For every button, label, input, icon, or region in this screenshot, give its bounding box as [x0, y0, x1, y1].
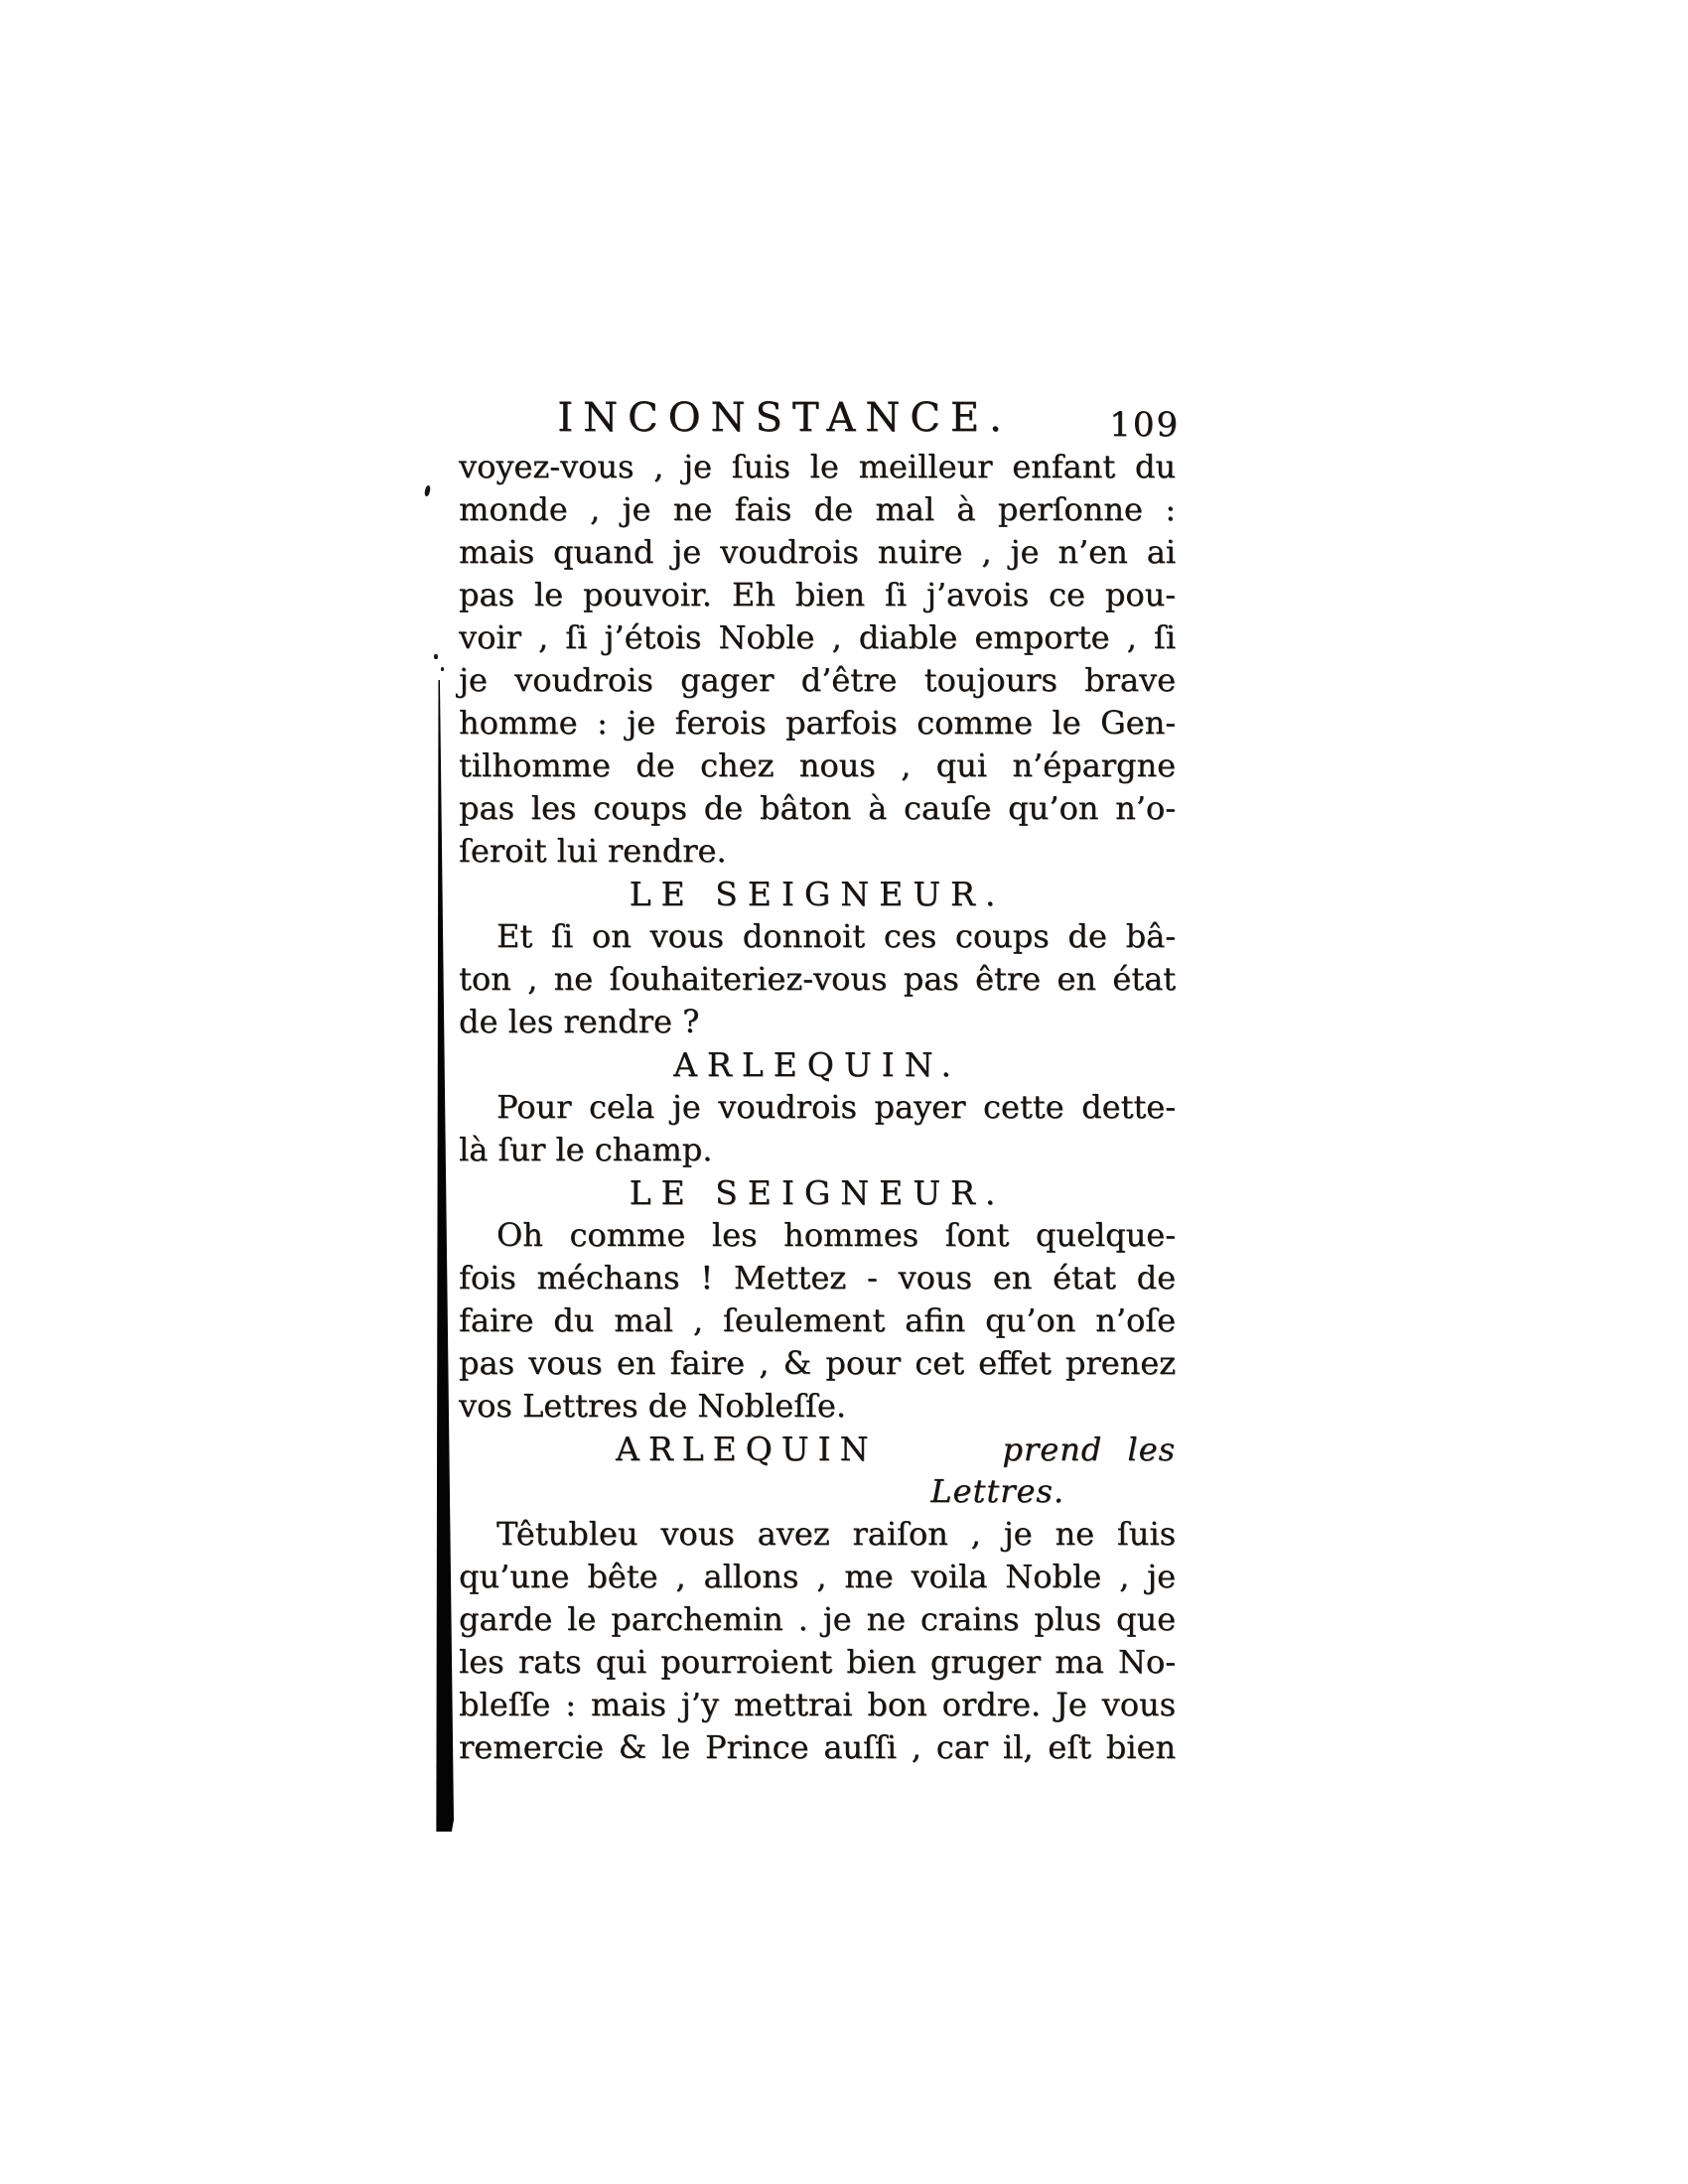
- running-header: [459, 393, 1180, 443]
- text-line: mais quand je voudrois nuire , je n’en ai: [459, 533, 1176, 571]
- text-line: pas vous en faire , & pour cet effet prenez: [459, 1344, 1176, 1382]
- text-line: monde , je ne fais de mal à perſonne :: [459, 490, 1176, 528]
- text-line: homme : je ferois parfois comme le Gen-: [459, 704, 1176, 742]
- text-line: voyez-vous , je ſuis le meilleur enfant du: [459, 448, 1176, 485]
- text-line: voir , ſi j’étois Noble , diable emporte , ſi: [459, 618, 1176, 656]
- speaker-heading: ARLEQUIN.: [673, 1045, 961, 1084]
- text-line: de les rendre ?: [459, 1003, 700, 1040]
- text-line: remercie & le Prince auſſi , car il, eſt bien: [459, 1728, 1176, 1766]
- text-line: je voudrois gager d’être toujours brave: [459, 661, 1176, 699]
- text-line: vos Lettres de Nobleſſe.: [459, 1387, 846, 1425]
- text-line: pas le pouvoir. Eh bien ſi j’avois ce pou-: [459, 576, 1176, 614]
- speaker-heading: LE SEIGNEUR.: [629, 875, 1006, 913]
- page-number: 109: [1109, 405, 1180, 445]
- text-line: Oh comme les hommes ſont quelque-: [496, 1216, 1176, 1254]
- ink-speck: [441, 667, 444, 671]
- text-line: ton , ne ſouhaiteriez-vous pas être en état: [459, 960, 1176, 998]
- stage-direction-action: prend les: [1002, 1431, 1176, 1468]
- text-line: tilhomme de chez nous , qui n’épargne: [459, 747, 1176, 784]
- text-line: garde le parchemin . je ne crains plus que: [459, 1600, 1176, 1638]
- stage-direction-speaker: ARLEQUIN: [616, 1430, 878, 1468]
- text-line: bleſſe : mais j’y mettrai bon ordre. Je vous: [459, 1686, 1176, 1723]
- text-line: les rats qui pourroient bien gruger ma No-: [459, 1643, 1176, 1681]
- text-line: là ſur le champ.: [459, 1131, 713, 1168]
- text-line: qu’une bête , allons , me voila Noble , je: [459, 1558, 1176, 1595]
- text-line: ſeroit lui rendre.: [459, 832, 727, 870]
- text-line: Têtubleu vous avez raiſon , je ne ſuis: [496, 1515, 1176, 1553]
- stage-direction-continued: Lettres.: [930, 1472, 1064, 1510]
- text-line: Pour cela je voudrois payer cette dette-: [496, 1088, 1176, 1126]
- speaker-heading: LE SEIGNEUR.: [629, 1173, 1006, 1212]
- ink-speck: [434, 654, 438, 659]
- text-line: pas les coups de bâton à cauſe qu’on n’o-: [459, 789, 1176, 827]
- binding-gutter-shadow: [436, 680, 454, 1832]
- text-block: [459, 446, 1176, 1769]
- stage-direction: [459, 1428, 1176, 1470]
- running-header-title: INCONSTANCE.: [557, 395, 1012, 441]
- text-line: faire du mal , ſeulement afin qu’on n’oſe: [459, 1301, 1176, 1339]
- text-line: fois méchans ! Mettez - vous en état de: [459, 1259, 1176, 1297]
- text-line: Et ſi on vous donnoit ces coups de bâ-: [496, 917, 1176, 955]
- ink-speck: [424, 485, 431, 497]
